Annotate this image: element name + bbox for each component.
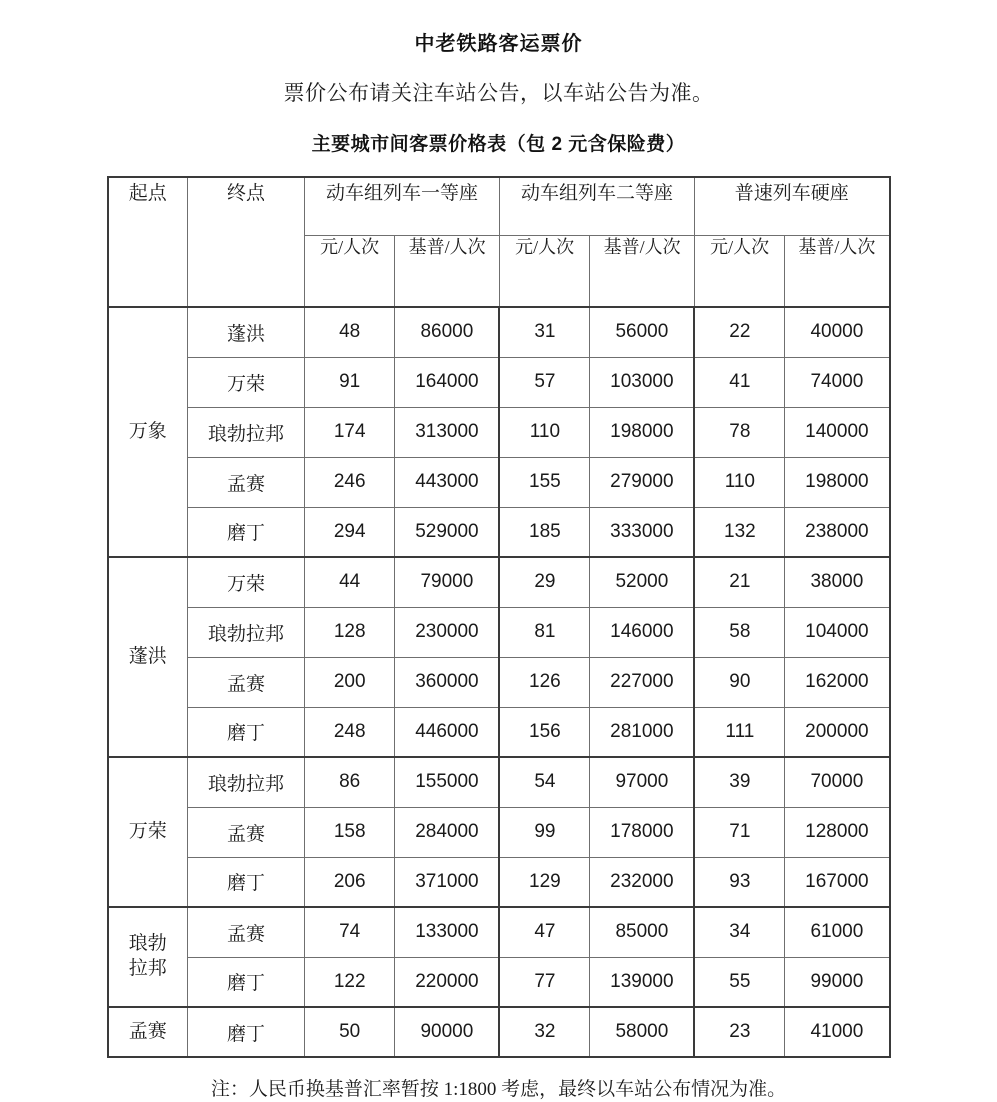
fare-cell-first-yuan: 122 xyxy=(305,957,395,1007)
fare-cell-second-kip: 198000 xyxy=(590,407,695,457)
fare-cell-second-kip: 178000 xyxy=(590,807,695,857)
fare-cell-hard-yuan: 23 xyxy=(694,1007,784,1057)
table-row xyxy=(108,707,890,757)
fare-cell-hard-yuan: 34 xyxy=(694,907,784,957)
fare-cell-first-kip: 220000 xyxy=(395,957,500,1007)
fare-cell-second-yuan: 155 xyxy=(499,457,589,507)
header-unit-kip-first: 基普/人次 xyxy=(395,235,500,307)
fare-cell-first-yuan: 128 xyxy=(305,607,395,657)
destination-cell: 万荣 xyxy=(188,557,305,607)
fare-cell-second-kip: 281000 xyxy=(590,707,695,757)
fare-cell-hard-kip: 238000 xyxy=(785,507,890,557)
fare-cell-second-kip: 58000 xyxy=(590,1007,695,1057)
fare-cell-hard-yuan: 71 xyxy=(694,807,784,857)
fare-cell-hard-kip: 41000 xyxy=(785,1007,890,1057)
fare-cell-second-kip: 227000 xyxy=(590,657,695,707)
fare-table-container xyxy=(107,176,891,1058)
fare-cell-hard-kip: 74000 xyxy=(785,357,890,407)
fare-cell-hard-yuan: 110 xyxy=(694,457,784,507)
fare-cell-second-kip: 333000 xyxy=(590,507,695,557)
fare-cell-first-kip: 529000 xyxy=(395,507,500,557)
table-row xyxy=(108,1007,890,1057)
destination-cell: 孟赛 xyxy=(188,907,305,957)
fare-cell-second-yuan: 110 xyxy=(499,407,589,457)
fare-cell-second-yuan: 32 xyxy=(499,1007,589,1057)
fare-cell-first-yuan: 294 xyxy=(305,507,395,557)
fare-cell-hard-kip: 40000 xyxy=(785,307,890,357)
table-row xyxy=(108,407,890,457)
table-row xyxy=(108,757,890,807)
fare-cell-hard-yuan: 41 xyxy=(694,357,784,407)
table-row xyxy=(108,357,890,407)
fare-cell-first-kip: 164000 xyxy=(395,357,500,407)
fare-cell-first-kip: 446000 xyxy=(395,707,500,757)
origin-cell: 万荣 xyxy=(108,757,188,907)
fare-cell-hard-yuan: 132 xyxy=(694,507,784,557)
origin-cell: 琅勃 拉邦 xyxy=(108,907,188,1007)
fare-cell-second-yuan: 54 xyxy=(499,757,589,807)
fare-cell-hard-kip: 140000 xyxy=(785,407,890,457)
destination-cell: 琅勃拉邦 xyxy=(188,757,305,807)
fare-cell-first-kip: 90000 xyxy=(395,1007,500,1057)
fare-cell-first-kip: 79000 xyxy=(395,557,500,607)
page-title: 中老铁路客运票价 xyxy=(414,33,583,55)
fare-cell-hard-yuan: 21 xyxy=(694,557,784,607)
table-row xyxy=(108,557,890,607)
fare-cell-first-kip: 230000 xyxy=(395,607,500,657)
fare-cell-hard-kip: 61000 xyxy=(785,907,890,957)
origin-cell: 蓬洪 xyxy=(108,557,188,757)
destination-cell: 孟赛 xyxy=(188,807,305,857)
fare-cell-second-kip: 232000 xyxy=(590,857,695,907)
fare-cell-second-yuan: 29 xyxy=(499,557,589,607)
fare-cell-hard-yuan: 22 xyxy=(694,307,784,357)
fare-cell-hard-kip: 38000 xyxy=(785,557,890,607)
table-row xyxy=(108,957,890,1007)
table-row xyxy=(108,607,890,657)
destination-cell: 蓬洪 xyxy=(188,307,305,357)
fare-cell-second-yuan: 156 xyxy=(499,707,589,757)
fare-cell-hard-kip: 128000 xyxy=(785,807,890,857)
origin-cell: 孟赛 xyxy=(108,1007,188,1057)
destination-cell: 琅勃拉邦 xyxy=(188,607,305,657)
fare-cell-second-kip: 85000 xyxy=(590,907,695,957)
fare-cell-second-yuan: 129 xyxy=(499,857,589,907)
fare-cell-first-yuan: 50 xyxy=(305,1007,395,1057)
fare-cell-second-kip: 56000 xyxy=(590,307,695,357)
fare-cell-second-kip: 103000 xyxy=(590,357,695,407)
table-head xyxy=(108,177,890,307)
table-footnote: 注：人民币换基普汇率暂按 1:1800 考虑，最终以车站公布情况为准。 xyxy=(210,1079,787,1100)
fare-cell-first-kip: 86000 xyxy=(395,307,500,357)
fare-cell-second-yuan: 47 xyxy=(499,907,589,957)
destination-cell: 磨丁 xyxy=(188,857,305,907)
document-subtitle: 票价公布请关注车站公告，以车站公告为准。 xyxy=(283,81,714,105)
fare-table xyxy=(107,176,891,1058)
fare-cell-hard-kip: 99000 xyxy=(785,957,890,1007)
fare-cell-hard-yuan: 90 xyxy=(694,657,784,707)
fare-cell-first-yuan: 206 xyxy=(305,857,395,907)
header-origin: 起点 xyxy=(108,177,188,307)
destination-cell: 孟赛 xyxy=(188,457,305,507)
origin-cell: 万象 xyxy=(108,307,188,557)
fare-cell-hard-yuan: 58 xyxy=(694,607,784,657)
fare-cell-first-kip: 371000 xyxy=(395,857,500,907)
fare-cell-first-kip: 360000 xyxy=(395,657,500,707)
header-destination: 终点 xyxy=(188,177,305,307)
header-row-primary xyxy=(108,177,890,235)
destination-cell: 磨丁 xyxy=(188,507,305,557)
fare-cell-first-yuan: 246 xyxy=(305,457,395,507)
fare-cell-second-yuan: 81 xyxy=(499,607,589,657)
fare-cell-first-yuan: 91 xyxy=(305,357,395,407)
fare-cell-first-yuan: 200 xyxy=(305,657,395,707)
fare-cell-hard-yuan: 55 xyxy=(694,957,784,1007)
destination-cell: 孟赛 xyxy=(188,657,305,707)
fare-cell-second-yuan: 57 xyxy=(499,357,589,407)
fare-cell-first-yuan: 48 xyxy=(305,307,395,357)
table-row xyxy=(108,857,890,907)
fare-cell-first-yuan: 86 xyxy=(305,757,395,807)
fare-cell-first-kip: 443000 xyxy=(395,457,500,507)
header-class-hard-seat: 普速列车硬座 xyxy=(694,177,889,235)
fare-cell-first-yuan: 158 xyxy=(305,807,395,857)
fare-cell-first-yuan: 174 xyxy=(305,407,395,457)
destination-cell: 万荣 xyxy=(188,357,305,407)
fare-cell-second-yuan: 31 xyxy=(499,307,589,357)
header-class-first: 动车组列车一等座 xyxy=(305,177,500,235)
fare-cell-second-kip: 139000 xyxy=(590,957,695,1007)
fare-cell-hard-kip: 70000 xyxy=(785,757,890,807)
fare-cell-second-yuan: 126 xyxy=(499,657,589,707)
table-body xyxy=(108,307,890,1057)
destination-cell: 磨丁 xyxy=(188,1007,305,1057)
table-row xyxy=(108,807,890,857)
table-row xyxy=(108,307,890,357)
fare-cell-first-yuan: 74 xyxy=(305,907,395,957)
fare-cell-second-kip: 97000 xyxy=(590,757,695,807)
table-row xyxy=(108,657,890,707)
header-unit-yuan-second: 元/人次 xyxy=(499,235,589,307)
table-row xyxy=(108,457,890,507)
table-caption: 主要城市间客票价格表（包 2 元含保险费） xyxy=(311,134,686,155)
header-unit-kip-second: 基普/人次 xyxy=(590,235,695,307)
fare-cell-first-kip: 284000 xyxy=(395,807,500,857)
fare-cell-first-kip: 133000 xyxy=(395,907,500,957)
table-row xyxy=(108,907,890,957)
header-class-second: 动车组列车二等座 xyxy=(499,177,694,235)
fare-cell-hard-kip: 104000 xyxy=(785,607,890,657)
fare-cell-second-yuan: 99 xyxy=(499,807,589,857)
fare-cell-first-yuan: 248 xyxy=(305,707,395,757)
fare-cell-hard-yuan: 39 xyxy=(694,757,784,807)
header-unit-yuan-hard: 元/人次 xyxy=(694,235,784,307)
fare-cell-hard-yuan: 93 xyxy=(694,857,784,907)
fare-cell-first-kip: 155000 xyxy=(395,757,500,807)
fare-cell-hard-kip: 167000 xyxy=(785,857,890,907)
fare-cell-hard-kip: 198000 xyxy=(785,457,890,507)
fare-cell-hard-yuan: 111 xyxy=(694,707,784,757)
destination-cell: 磨丁 xyxy=(188,707,305,757)
fare-cell-first-kip: 313000 xyxy=(395,407,500,457)
fare-cell-second-yuan: 185 xyxy=(499,507,589,557)
header-unit-yuan-first: 元/人次 xyxy=(305,235,395,307)
fare-cell-second-kip: 52000 xyxy=(590,557,695,607)
header-unit-kip-hard: 基普/人次 xyxy=(785,235,890,307)
fare-cell-first-yuan: 44 xyxy=(305,557,395,607)
fare-cell-second-yuan: 77 xyxy=(499,957,589,1007)
table-row xyxy=(108,507,890,557)
fare-cell-hard-kip: 200000 xyxy=(785,707,890,757)
fare-cell-hard-kip: 162000 xyxy=(785,657,890,707)
fare-cell-second-kip: 279000 xyxy=(590,457,695,507)
fare-cell-second-kip: 146000 xyxy=(590,607,695,657)
destination-cell: 琅勃拉邦 xyxy=(188,407,305,457)
fare-cell-hard-yuan: 78 xyxy=(694,407,784,457)
destination-cell: 磨丁 xyxy=(188,957,305,1007)
